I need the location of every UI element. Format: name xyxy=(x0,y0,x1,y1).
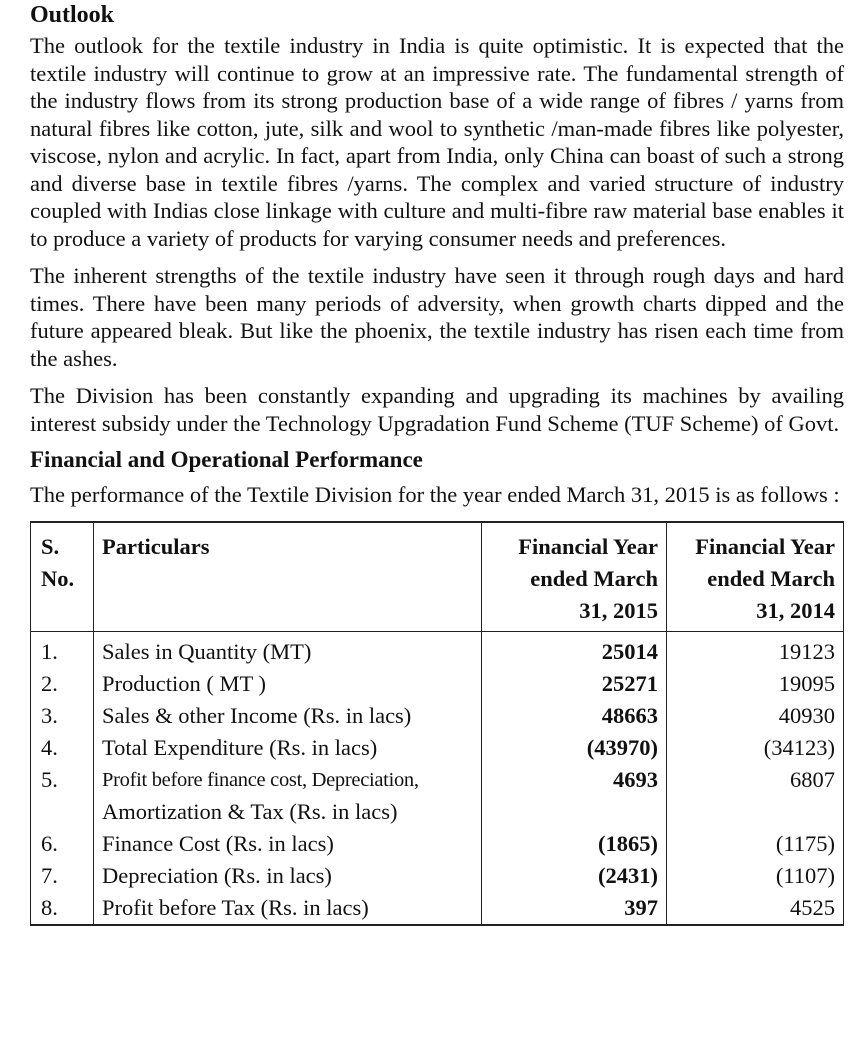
header-fy2015: Financial Year ended March 31, 2015 xyxy=(482,522,667,632)
row-particulars: Total Expenditure (Rs. in lacs) xyxy=(94,732,482,764)
row-particulars: Sales & other Income (Rs. in lacs) xyxy=(94,700,482,732)
row-fy2014: 19123 xyxy=(667,631,844,668)
table-row xyxy=(31,668,844,700)
performance-table xyxy=(30,521,844,926)
outlook-heading: Outlook xyxy=(30,2,115,28)
row-fy2015: 25014 xyxy=(482,631,667,668)
row-fy2014: 19095 xyxy=(667,668,844,700)
row-sno: 7. xyxy=(31,860,94,892)
header-particulars: Particulars xyxy=(94,522,482,632)
row-fy2015: 397 xyxy=(482,892,667,925)
outlook-paragraph-2: The inherent strengths of the textile industry have seen it through rough days and hard times. There have been many periods of adversity, when growth charts dipped and the future appeared bleak. But like the phoenix, the textile industry has risen each time from the ashes. xyxy=(30,263,844,371)
row-particulars: Production ( MT ) xyxy=(94,668,482,700)
row-sno: 8. xyxy=(31,892,94,925)
row-sno: 1. xyxy=(31,631,94,668)
table-header-row xyxy=(31,522,844,632)
row-particulars: Finance Cost (Rs. in lacs) xyxy=(94,828,482,860)
table-row xyxy=(31,700,844,732)
row-particulars-line-2: Amortization & Tax (Rs. in lacs) xyxy=(102,798,398,824)
table-row xyxy=(31,860,844,892)
row-particulars: Depreciation (Rs. in lacs) xyxy=(94,860,482,892)
row-sno: 4. xyxy=(31,732,94,764)
performance-intro: The performance of the Textile Division for the year ended March 31, 2015 is as follows : xyxy=(30,482,840,507)
row-sno: 2. xyxy=(31,668,94,700)
row-fy2015: 4693 xyxy=(482,764,667,828)
row-fy2014: (34123) xyxy=(667,732,844,764)
header-fy2014: Financial Year ended March 31, 2014 xyxy=(667,522,844,632)
table-row xyxy=(31,764,844,828)
row-fy2015: 48663 xyxy=(482,700,667,732)
row-sno: 3. xyxy=(31,700,94,732)
row-fy2015: (1865) xyxy=(482,828,667,860)
row-fy2015: (43970) xyxy=(482,732,667,764)
header-sno: S. No. xyxy=(31,522,94,632)
table-row xyxy=(31,732,844,764)
row-fy2015: 25271 xyxy=(482,668,667,700)
row-particulars xyxy=(94,764,482,828)
outlook-paragraph-3: The Division has been constantly expanding and upgrading its machines by availing interest subsidy under the Technology Upgradation Fund Scheme (TUF Scheme) of Govt. xyxy=(30,383,844,436)
row-particulars: Profit before Tax (Rs. in lacs) xyxy=(94,892,482,925)
row-fy2014: 6807 xyxy=(667,764,844,828)
row-fy2014: (1175) xyxy=(667,828,844,860)
row-sno: 5. xyxy=(31,764,94,828)
row-fy2015: (2431) xyxy=(482,860,667,892)
outlook-paragraph-1: The outlook for the textile industry in India is quite optimistic. It is expected that the textile industry will continue to grow at an impressive rate. The fundamental strength of the industry flows from its strong production base of a wide range of fibres / yarns from natural fibres like cotton, jute, silk and wool to synthetic /man-made fibres like polyester, viscose, nylon and acrylic. In fact, apart from India, only China can boast of such a strong and diverse base in textile fibres /yarns. The complex and varied structure of industry coupled with Indias close linkage with culture and multi-fibre raw material base enables it to produce a variety of products for varying consumer needs and preferences. xyxy=(30,33,844,251)
performance-heading: Financial and Operational Performance xyxy=(30,447,423,472)
row-fy2014: 4525 xyxy=(667,892,844,925)
row-fy2014: (1107) xyxy=(667,860,844,892)
document-page xyxy=(0,2,862,1050)
row-particulars-line-1: Profit before finance cost, Depreciation, xyxy=(102,768,419,791)
table-row xyxy=(31,828,844,860)
row-sno: 6. xyxy=(31,828,94,860)
table-row xyxy=(31,631,844,668)
row-fy2014: 40930 xyxy=(667,700,844,732)
table-row xyxy=(31,892,844,925)
row-particulars: Sales in Quantity (MT) xyxy=(94,631,482,668)
